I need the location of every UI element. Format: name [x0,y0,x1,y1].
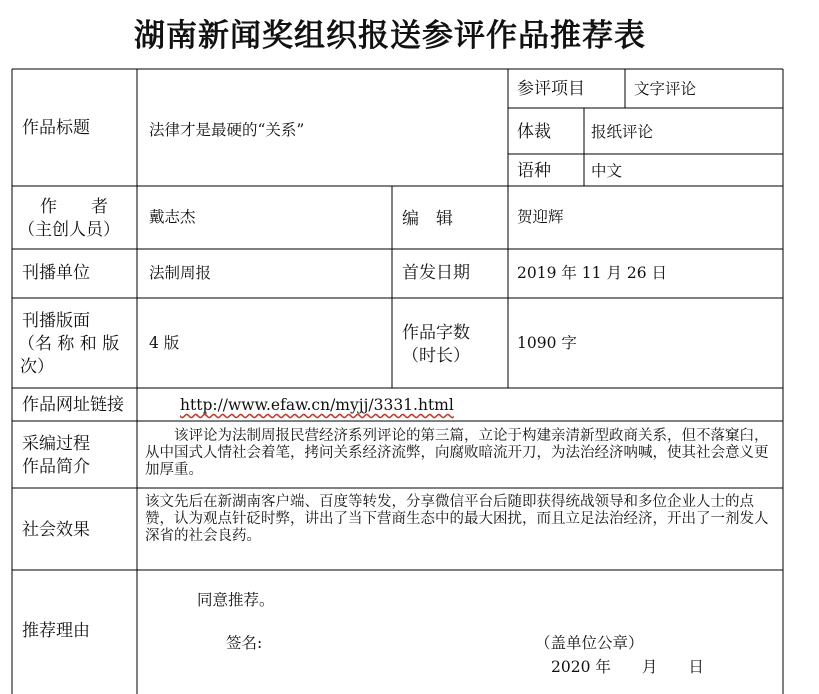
process-label-line2: 作品简介 [22,457,90,477]
genre-value: 报纸评论 [591,123,654,141]
process-label-line1: 采编过程 [22,434,90,454]
editor-label: 编 辑 [402,209,453,229]
first-date-label: 首发日期 [402,263,470,283]
page-title: 湖南新闻奖组织报送参评作品推荐表 [134,18,646,54]
reason-label: 推荐理由 [22,621,90,641]
layout-label-line3: 次） [20,357,54,377]
genre-label: 体裁 [517,122,551,142]
wordcount-value: 1090 字 [517,334,577,352]
url-label: 作品网址链接 [22,395,124,415]
author-label-line2: （主创人员） [18,220,120,240]
language-label: 语种 [517,161,551,181]
date-line: 2020 年 月 日 [551,658,704,676]
layout-value: 4 版 [149,334,180,352]
wordcount-label-line1: 作品字数 [402,323,470,343]
signature-label: 签名: [226,634,263,652]
language-value: 中文 [591,162,623,180]
url-link[interactable]: http://www.efaw.cn/myjj/3331.html [180,396,454,414]
effect-text: 该文先后在新湖南客户端、百度等转发，分享微信平台后随即获得统战领导和多位企业人士的点赞，认为观点针砭时弊，讲出了当下营商生态中的最大困扰，而且立足法治经济，开出了一剂发人深省的社会良药。 [145,494,769,544]
first-date-value: 2019 年 11 月 26 日 [517,264,668,282]
category-item-label: 参评项目 [517,79,585,99]
author-label-line1: 作 者 [40,197,108,217]
effect-label: 社会效果 [22,520,90,540]
layout-label-line1: 刊播版面 [22,311,90,331]
seal-note: （盖单位公章） [535,634,644,652]
work-title-label: 作品标题 [22,118,90,138]
editor-value: 贺迎辉 [517,208,564,226]
publisher-label: 刊播单位 [22,263,90,283]
layout-label-line2: （名 称 和 版 [18,334,120,354]
publisher-value: 法制周报 [149,264,212,282]
process-text: 该评论为法制周报民营经济系列评论的第三篇，立论于构建亲清新型政商关系，但不落窠臼，从中国式人情社会着笔，拷问关系经济流弊，向腐败暗流开刀，为法治经济呐喊，使其社会意义更加厚重。 [145,428,769,478]
reason-text: 同意推荐。 [197,591,275,609]
work-title-value: 法律才是最硬的“关系” [149,121,305,139]
category-item-value: 文字评论 [634,80,697,98]
author-value: 戴志杰 [149,208,196,226]
wordcount-label-line2: （时长） [402,346,470,366]
